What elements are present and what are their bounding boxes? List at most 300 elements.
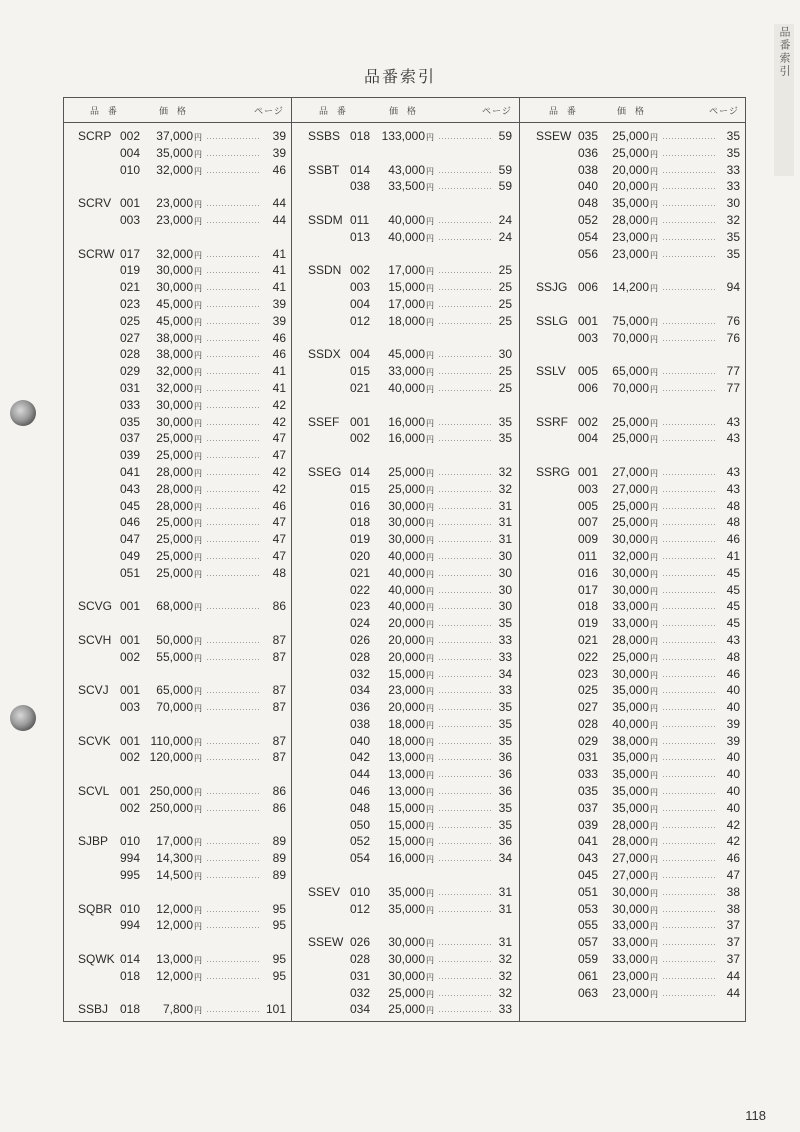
index-row <box>78 548 286 565</box>
price-value: 13,000 <box>156 952 193 967</box>
page-reference: 38 <box>726 901 740 916</box>
product-number: 003 <box>578 330 599 345</box>
dot-leader <box>206 860 260 861</box>
page-reference: 87 <box>272 733 286 748</box>
dot-leader <box>662 474 716 475</box>
product-number: 028 <box>120 347 141 362</box>
index-row <box>308 901 510 918</box>
yen-symbol: 円 <box>426 317 434 327</box>
product-number: 018 <box>350 129 371 143</box>
product-number: 011 <box>578 548 598 563</box>
page-reference: 86 <box>272 784 286 799</box>
price-value: 15,000 <box>388 834 425 849</box>
index-row <box>536 229 740 246</box>
dot-leader <box>438 356 492 357</box>
yen-symbol: 円 <box>650 586 658 596</box>
price <box>596 430 658 449</box>
dot-leader <box>662 743 716 744</box>
page-reference: 37 <box>726 952 740 967</box>
product-number: 057 <box>578 935 599 950</box>
page-reference: 41 <box>272 263 286 278</box>
product-number: 029 <box>120 364 141 379</box>
dot-leader <box>662 625 716 626</box>
price-value: 50,000 <box>156 632 193 647</box>
price-value: 30,000 <box>156 414 193 429</box>
row-spacer <box>78 716 286 733</box>
product-number: 039 <box>120 448 141 463</box>
price-value: 27,000 <box>612 868 649 883</box>
yen-symbol: 円 <box>194 956 202 966</box>
index-row <box>536 128 740 145</box>
product-number: 016 <box>350 498 371 513</box>
page-reference: 48 <box>726 515 740 530</box>
product-number: 037 <box>578 800 599 815</box>
page-reference: 31 <box>498 532 512 547</box>
product-number: 028 <box>350 649 371 664</box>
row-spacer <box>78 817 286 834</box>
yen-symbol: 円 <box>194 838 202 848</box>
dot-leader <box>438 759 492 760</box>
index-row <box>536 531 740 548</box>
index-row <box>536 430 740 447</box>
price-value: 23,000 <box>612 229 649 244</box>
row-spacer <box>536 262 740 279</box>
product-number: 028 <box>350 952 371 967</box>
page-reference: 35 <box>498 414 512 429</box>
price-value: 68,000 <box>156 599 193 614</box>
page-reference: 59 <box>498 162 512 177</box>
page-reference: 76 <box>726 330 740 345</box>
dot-leader <box>662 155 716 156</box>
page-reference: 35 <box>498 800 512 815</box>
page-reference: 43 <box>726 481 740 496</box>
index-row <box>78 498 286 515</box>
dot-leader <box>206 138 260 139</box>
yen-symbol: 円 <box>194 401 202 411</box>
yen-symbol: 円 <box>426 485 434 495</box>
price-value: 250,000 <box>149 784 193 799</box>
yen-symbol: 円 <box>650 200 658 210</box>
product-series-code: SSEF <box>308 414 340 429</box>
yen-symbol: 円 <box>426 166 434 176</box>
product-number: 036 <box>350 700 371 715</box>
page-reference: 89 <box>272 868 286 883</box>
index-row <box>536 162 740 179</box>
yen-symbol: 円 <box>194 754 202 764</box>
product-series-code: SSBS <box>308 129 341 143</box>
price-value: 18,000 <box>388 313 425 328</box>
dot-leader <box>662 927 716 928</box>
row-spacer <box>308 867 510 884</box>
index-row <box>78 682 286 699</box>
yen-symbol: 円 <box>426 905 434 915</box>
product-number: 021 <box>578 632 599 647</box>
dot-leader <box>662 222 716 223</box>
product-series-code: SJBP <box>78 834 109 849</box>
dot-leader <box>438 172 492 173</box>
price-value: 25,000 <box>388 464 425 479</box>
product-number: 027 <box>578 700 599 715</box>
page-reference: 86 <box>272 800 286 815</box>
page-reference: 35 <box>498 733 512 748</box>
page-reference: 31 <box>498 515 512 530</box>
price <box>368 1001 434 1020</box>
index-row <box>308 363 510 380</box>
yen-symbol: 円 <box>426 989 434 999</box>
page-reference: 38 <box>726 884 740 899</box>
row-spacer <box>308 397 510 414</box>
yen-symbol: 円 <box>194 351 202 361</box>
dot-leader <box>662 961 716 962</box>
yen-symbol: 円 <box>426 384 434 394</box>
dot-leader <box>206 155 260 156</box>
yen-symbol: 円 <box>194 603 202 613</box>
index-row <box>78 531 286 548</box>
index-row <box>78 397 286 414</box>
index-row <box>78 951 286 968</box>
page-reference: 46 <box>726 851 740 866</box>
dot-leader <box>206 306 260 307</box>
price-value: 40,000 <box>388 565 425 580</box>
product-series-code: SSDX <box>308 347 341 362</box>
yen-symbol: 円 <box>194 855 202 865</box>
row-spacer <box>78 985 286 1002</box>
index-side-tab: 品番索引 <box>774 24 794 176</box>
index-row <box>536 666 740 683</box>
index-row <box>78 330 286 347</box>
page-reference: 47 <box>272 515 286 530</box>
yen-symbol: 円 <box>194 250 202 260</box>
price-value: 25,000 <box>156 532 193 547</box>
index-row <box>536 514 740 531</box>
yen-symbol: 円 <box>650 704 658 714</box>
yen-symbol: 円 <box>650 317 658 327</box>
column-divider <box>519 98 520 1021</box>
product-number: 019 <box>578 616 599 631</box>
dot-leader <box>438 239 492 240</box>
index-row <box>536 917 740 934</box>
price-value: 32,000 <box>156 364 193 379</box>
dot-leader <box>206 407 260 408</box>
price-value: 30,000 <box>612 565 649 580</box>
dot-leader <box>206 843 260 844</box>
page-reference: 36 <box>498 767 512 782</box>
index-row <box>308 279 510 296</box>
dot-leader <box>438 827 492 828</box>
index-row <box>308 716 510 733</box>
row-spacer <box>78 666 286 683</box>
product-number: 004 <box>350 296 371 311</box>
product-number: 019 <box>350 532 371 547</box>
dot-leader <box>662 256 716 257</box>
yen-symbol: 円 <box>426 519 434 529</box>
index-row <box>536 649 740 666</box>
dot-leader <box>662 726 716 727</box>
yen-symbol: 円 <box>194 519 202 529</box>
dot-leader <box>662 692 716 693</box>
product-number: 031 <box>120 380 141 395</box>
dot-leader <box>662 911 716 912</box>
price <box>368 128 434 147</box>
dot-leader <box>438 726 492 727</box>
page-reference: 40 <box>726 800 740 815</box>
page-reference: 42 <box>272 397 286 412</box>
price-value: 35,000 <box>612 196 649 211</box>
dot-leader <box>662 390 716 391</box>
index-row <box>78 128 286 145</box>
product-number: 021 <box>120 280 141 295</box>
index-row <box>78 380 286 397</box>
price-value: 70,000 <box>612 330 649 345</box>
row-spacer <box>308 145 510 162</box>
yen-symbol: 円 <box>650 888 658 898</box>
dot-leader <box>206 440 260 441</box>
page-reference: 31 <box>498 901 512 916</box>
product-number: 013 <box>350 229 371 244</box>
header-price: 価 格 <box>389 107 419 117</box>
page-reference: 45 <box>726 565 740 580</box>
dot-leader <box>662 138 716 139</box>
index-row <box>536 498 740 515</box>
yen-symbol: 円 <box>426 300 434 310</box>
index-row <box>536 632 740 649</box>
price-value: 38,000 <box>156 347 193 362</box>
index-row <box>536 934 740 951</box>
price <box>368 229 434 248</box>
index-row <box>536 178 740 195</box>
price-value: 20,000 <box>612 162 649 177</box>
product-number: 041 <box>120 464 141 479</box>
product-number: 014 <box>120 952 141 967</box>
product-number: 051 <box>578 884 599 899</box>
page-reference: 46 <box>272 330 286 345</box>
index-row <box>308 229 510 246</box>
product-number: 001 <box>350 414 371 429</box>
product-number: 029 <box>578 733 599 748</box>
price-value: 13,000 <box>388 767 425 782</box>
price-value: 25,000 <box>388 1002 425 1017</box>
price-value: 30,000 <box>156 397 193 412</box>
yen-symbol: 円 <box>194 468 202 478</box>
price <box>138 800 202 819</box>
yen-symbol: 円 <box>194 300 202 310</box>
yen-symbol: 円 <box>194 788 202 798</box>
page-reference: 39 <box>726 716 740 731</box>
price-value: 35,000 <box>612 784 649 799</box>
yen-symbol: 円 <box>650 771 658 781</box>
dot-leader <box>438 1011 492 1012</box>
price-value: 38,000 <box>612 733 649 748</box>
dot-leader <box>438 558 492 559</box>
page-reference: 40 <box>726 767 740 782</box>
page-reference: 35 <box>726 246 740 261</box>
product-number: 015 <box>350 364 371 379</box>
dot-leader <box>438 608 492 609</box>
price-value: 133,000 <box>381 129 425 143</box>
product-number: 011 <box>350 212 370 227</box>
dot-leader <box>438 508 492 509</box>
product-number: 052 <box>578 212 599 227</box>
price-value: 25,000 <box>388 481 425 496</box>
product-number: 049 <box>120 548 141 563</box>
product-number: 001 <box>578 464 599 479</box>
page-reference: 40 <box>726 784 740 799</box>
index-row <box>308 934 510 951</box>
index-row <box>536 615 740 632</box>
yen-symbol: 円 <box>650 216 658 226</box>
page-reference: 43 <box>726 464 740 479</box>
dot-leader <box>438 743 492 744</box>
page-reference: 44 <box>272 196 286 211</box>
yen-symbol: 円 <box>426 284 434 294</box>
page-reference: 86 <box>272 599 286 614</box>
yen-symbol: 円 <box>194 737 202 747</box>
product-number: 055 <box>578 918 599 933</box>
yen-symbol: 円 <box>650 737 658 747</box>
price-value: 30,000 <box>612 532 649 547</box>
page-reference: 25 <box>498 380 512 395</box>
index-row <box>78 346 286 363</box>
dot-leader <box>438 541 492 542</box>
price-value: 55,000 <box>156 649 193 664</box>
index-row <box>536 548 740 565</box>
page-reference: 44 <box>726 968 740 983</box>
index-row <box>308 884 510 901</box>
product-number: 004 <box>578 431 599 446</box>
page-reference: 35 <box>498 616 512 631</box>
product-number: 039 <box>578 817 599 832</box>
dot-leader <box>206 575 260 576</box>
product-number: 038 <box>578 162 599 177</box>
dot-leader <box>206 927 260 928</box>
yen-symbol: 円 <box>194 502 202 512</box>
index-column-1 <box>78 128 286 1018</box>
index-row <box>536 766 740 783</box>
yen-symbol: 円 <box>426 603 434 613</box>
yen-symbol: 円 <box>194 569 202 579</box>
index-row <box>536 195 740 212</box>
dot-leader <box>206 356 260 357</box>
page-reference: 35 <box>726 129 740 143</box>
yen-symbol: 円 <box>426 368 434 378</box>
dot-leader <box>438 642 492 643</box>
product-number: 063 <box>578 985 599 1000</box>
dot-leader <box>438 843 492 844</box>
page-reference: 33 <box>498 649 512 664</box>
price-value: 35,000 <box>388 884 425 899</box>
product-number: 002 <box>350 431 371 446</box>
dot-leader <box>206 877 260 878</box>
dot-leader <box>206 256 260 257</box>
product-number: 023 <box>350 599 371 614</box>
yen-symbol: 円 <box>650 720 658 730</box>
price <box>368 850 434 869</box>
page-reference: 43 <box>726 414 740 429</box>
price-value: 23,000 <box>612 985 649 1000</box>
page-reference: 30 <box>498 548 512 563</box>
price-value: 25,000 <box>612 649 649 664</box>
dot-leader <box>206 659 260 660</box>
index-row <box>308 699 510 716</box>
page-reference: 43 <box>726 431 740 446</box>
yen-symbol: 円 <box>650 603 658 613</box>
index-row <box>78 968 286 985</box>
product-number: 048 <box>350 800 371 815</box>
page-reference: 42 <box>272 464 286 479</box>
page-reference: 47 <box>726 868 740 883</box>
product-number: 994 <box>120 918 141 933</box>
index-row <box>308 481 510 498</box>
page-reference: 42 <box>272 414 286 429</box>
page-reference: 31 <box>498 498 512 513</box>
price <box>596 279 658 298</box>
index-row <box>78 363 286 380</box>
product-number: 043 <box>578 851 599 866</box>
dot-leader <box>438 793 492 794</box>
page-reference: 95 <box>272 918 286 933</box>
page-reference: 36 <box>498 750 512 765</box>
page-reference: 45 <box>726 599 740 614</box>
index-row <box>536 212 740 229</box>
index-row <box>78 514 286 531</box>
product-number: 002 <box>120 800 141 815</box>
yen-symbol: 円 <box>194 687 202 697</box>
yen-symbol: 円 <box>194 216 202 226</box>
row-spacer <box>536 447 740 464</box>
yen-symbol: 円 <box>650 939 658 949</box>
product-number: 032 <box>350 666 371 681</box>
dot-leader <box>662 524 716 525</box>
product-number: 003 <box>578 481 599 496</box>
page-reference: 30 <box>498 347 512 362</box>
page-reference: 33 <box>498 1002 512 1017</box>
index-row <box>308 766 510 783</box>
dot-leader <box>662 894 716 895</box>
price <box>596 380 658 399</box>
product-number: 010 <box>120 162 141 177</box>
product-number: 052 <box>350 834 371 849</box>
price-value: 37,000 <box>156 129 193 143</box>
index-row <box>536 246 740 263</box>
price-value: 25,000 <box>612 414 649 429</box>
product-number: 046 <box>120 515 141 530</box>
index-column-3 <box>536 128 740 1001</box>
price-value: 70,000 <box>612 380 649 395</box>
yen-symbol: 円 <box>426 653 434 663</box>
dot-leader <box>438 776 492 777</box>
yen-symbol: 円 <box>650 552 658 562</box>
product-series-code: SCVL <box>78 784 110 799</box>
price-value: 250,000 <box>149 800 193 815</box>
page-reference: 34 <box>498 851 512 866</box>
page-reference: 37 <box>726 935 740 950</box>
price-value: 20,000 <box>388 700 425 715</box>
price <box>138 649 202 668</box>
index-row <box>536 783 740 800</box>
dot-leader <box>662 172 716 173</box>
price-value: 25,000 <box>156 565 193 580</box>
page-title: 品番索引 <box>363 67 436 86</box>
product-number: 994 <box>120 851 141 866</box>
product-number: 031 <box>350 968 371 983</box>
product-number: 022 <box>578 649 599 664</box>
price-value: 28,000 <box>612 834 649 849</box>
price-value: 35,000 <box>612 683 649 698</box>
product-number: 054 <box>578 229 599 244</box>
dot-leader <box>662 877 716 878</box>
price-value: 30,000 <box>612 666 649 681</box>
price-value: 16,000 <box>388 414 425 429</box>
